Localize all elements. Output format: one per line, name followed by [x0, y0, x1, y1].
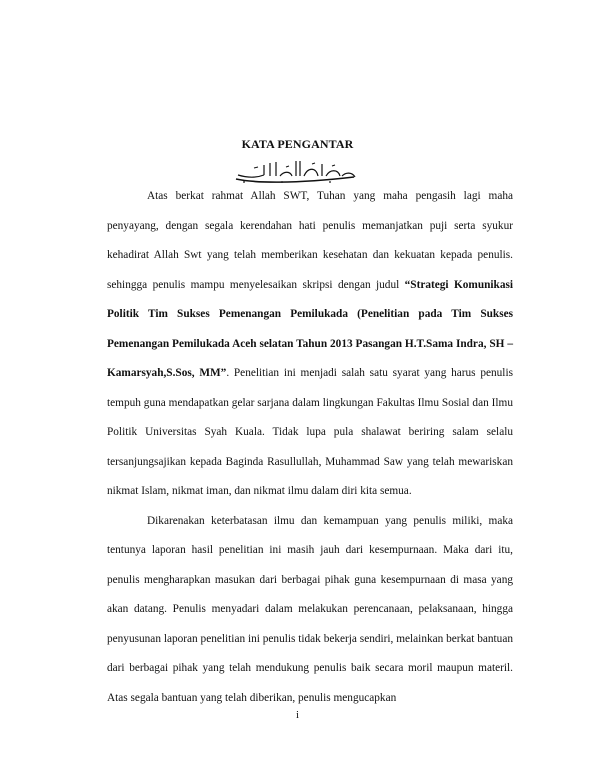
body-text [107, 182, 513, 713]
paragraph [107, 182, 513, 507]
page-number: i [295, 709, 300, 721]
page-title: KATA PENGANTAR [241, 137, 354, 151]
thesis-title: “Strategi Komunikasi Politik Tim Sukses Pemenangan Pemilukada (Penelitian pada Tim Sukses Pemenangan Pemilukada Aceh selatan Tahun 2013 Pasangan H.T.Sama Indra, SH – Kamarsyah,S.Sos, MM” [107, 278, 514, 379]
paragraph-text: Dikarenakan keterbatasan ilmu dan kemampuan yang penulis miliki, maka tentunya laporan hasil penelitian ini masih jauh dari kesempurnaan. Maka dari itu, penulis mengharapkan masukan dari berbagai pihak guna kesempurnaan di masa yang akan datang. Penulis menyadari dalam melakukan perencanaan, pelaksanaan, hingga penyusunan laporan penelitian ini penulis tidak bekerja sendiri, melainkan berkat bantuan dari berbagai pihak yang telah mendukung penulis baik secara moril maupun materil. Atas segala bantuan yang telah diberikan, penulis mengucapkan [107, 514, 513, 704]
paragraph-text: . Penelitian ini menjadi salah satu syarat yang harus penulis tempuh guna mendapatkan gelar sarjana dalam lingkungan Fakultas Ilmu Sosial dan Ilmu Politik Universitas Syah Kuala. Tidak lupa pula shalawat beriring salam selalu tersanjungsajikan kepada Baginda Rasullullah, Muhammad Saw yang telah mewariskan nikmat Islam, nikmat iman, dan nikmat ilmu dalam diri kita semua. [107, 367, 513, 497]
paragraph-text: Atas berkat rahmat Allah SWT, Tuhan yang maha pengasih lagi maha penyayang, dengan segala kerendahan hati penulis memanjatkan puji serta syukur kehadirat Allah Swt yang telah memberikan kesehatan dan kekuatan kepada penulis. sehingga penulis mampu menyelesaikan skripsi dengan judul [107, 190, 513, 291]
paragraph [107, 507, 513, 714]
